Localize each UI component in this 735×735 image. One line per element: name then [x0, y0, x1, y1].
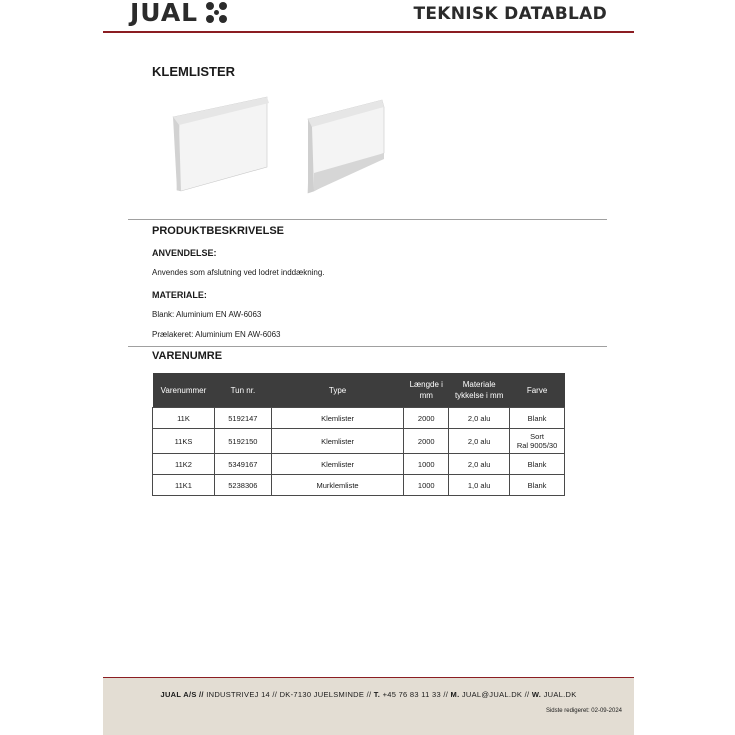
footer-separator: // — [524, 690, 530, 699]
footer-separator: // — [366, 690, 372, 699]
color-line: Sort — [530, 432, 544, 441]
footer-web-link[interactable]: JUAL.DK — [543, 690, 577, 699]
cell-length: 1000 — [404, 454, 449, 475]
cell-length: 1000 — [404, 475, 449, 496]
cell-color: Blank — [510, 475, 565, 496]
product-image-klemliste — [165, 95, 275, 195]
cell-tun: 5238306 — [214, 475, 271, 496]
footer-city: DK-7130 JUELSMINDE — [279, 690, 365, 699]
document-title: TEKNISK DATABLAD — [413, 4, 607, 24]
footer-separator: // — [443, 690, 449, 699]
material-line: Prælakeret: Aluminium EN AW-6063 — [152, 330, 281, 339]
material-line: Blank: Aluminium EN AW-6063 — [152, 310, 262, 319]
last-edited-date: Sidste redigeret: 02-09-2024 — [545, 708, 622, 714]
cell-varenummer: 11K2 — [153, 454, 215, 475]
usage-title: ANVENDELSE: — [152, 248, 217, 258]
footer-web-label: W. — [531, 690, 542, 699]
cell-type: Klemlister — [271, 408, 404, 429]
column-header: Tun nr. — [214, 373, 271, 408]
cell-thickness: 2,0 alu — [449, 429, 510, 454]
cell-color: Blank — [510, 408, 565, 429]
column-header: Farve — [510, 373, 565, 408]
cell-type: Klemlister — [271, 454, 404, 475]
logo-dots-icon — [204, 1, 230, 25]
cell-length: 2000 — [404, 408, 449, 429]
cell-color — [510, 429, 565, 454]
material-title: MATERIALE: — [152, 290, 207, 300]
cell-type: Murklemliste — [271, 475, 404, 496]
table-row — [153, 454, 565, 475]
footer-phone[interactable]: +45 76 83 11 33 — [382, 690, 441, 699]
footer-contact-line — [103, 690, 634, 699]
cell-tun: 5192150 — [214, 429, 271, 454]
usage-text: Anvendes som afslutning ved lodret inddækning. — [152, 268, 325, 277]
description-section-title: PRODUKTBESKRIVELSE — [152, 225, 285, 237]
cell-type: Klemlister — [271, 429, 404, 454]
cell-varenummer: 11KS — [153, 429, 215, 454]
column-header: Type — [271, 373, 404, 408]
footer-separator: // — [199, 690, 204, 699]
table-row — [153, 475, 565, 496]
footer-mail-label: M. — [450, 690, 460, 699]
cell-varenummer: 11K1 — [153, 475, 215, 496]
items-table — [152, 373, 565, 496]
footer-company: JUAL A/S — [160, 690, 197, 699]
footer-separator: // — [272, 690, 278, 699]
column-header: Varenummer — [153, 373, 215, 408]
section-divider — [128, 219, 607, 220]
footer-mail-link[interactable]: JUAL@JUAL.DK — [461, 690, 523, 699]
cell-tun: 5192147 — [214, 408, 271, 429]
color-line-2: Ral 9005/30 — [516, 441, 558, 450]
table-header-row — [153, 373, 565, 408]
cell-varenummer: 11K — [153, 408, 215, 429]
column-header: Længde i mm — [404, 373, 449, 408]
cell-thickness: 1,0 alu — [449, 475, 510, 496]
table-row — [153, 429, 565, 454]
company-logo — [130, 0, 230, 26]
logo-text: JUAL — [130, 0, 199, 27]
cell-color: Blank — [510, 454, 565, 475]
cell-thickness: 2,0 alu — [449, 408, 510, 429]
table-row — [153, 408, 565, 429]
product-image-murklemliste — [300, 95, 390, 195]
cell-length: 2000 — [404, 429, 449, 454]
header-divider — [103, 31, 634, 33]
items-section-title: VARENUMRE — [152, 350, 223, 362]
cell-thickness: 2,0 alu — [449, 454, 510, 475]
column-header: Materiale tykkelse i mm — [449, 373, 510, 408]
footer — [103, 678, 634, 735]
cell-tun: 5349167 — [214, 454, 271, 475]
footer-address: INDUSTRIVEJ 14 — [206, 690, 271, 699]
footer-phone-label: T. — [373, 690, 381, 699]
page-title: KLEMLISTER — [152, 64, 236, 79]
section-divider — [128, 346, 607, 347]
